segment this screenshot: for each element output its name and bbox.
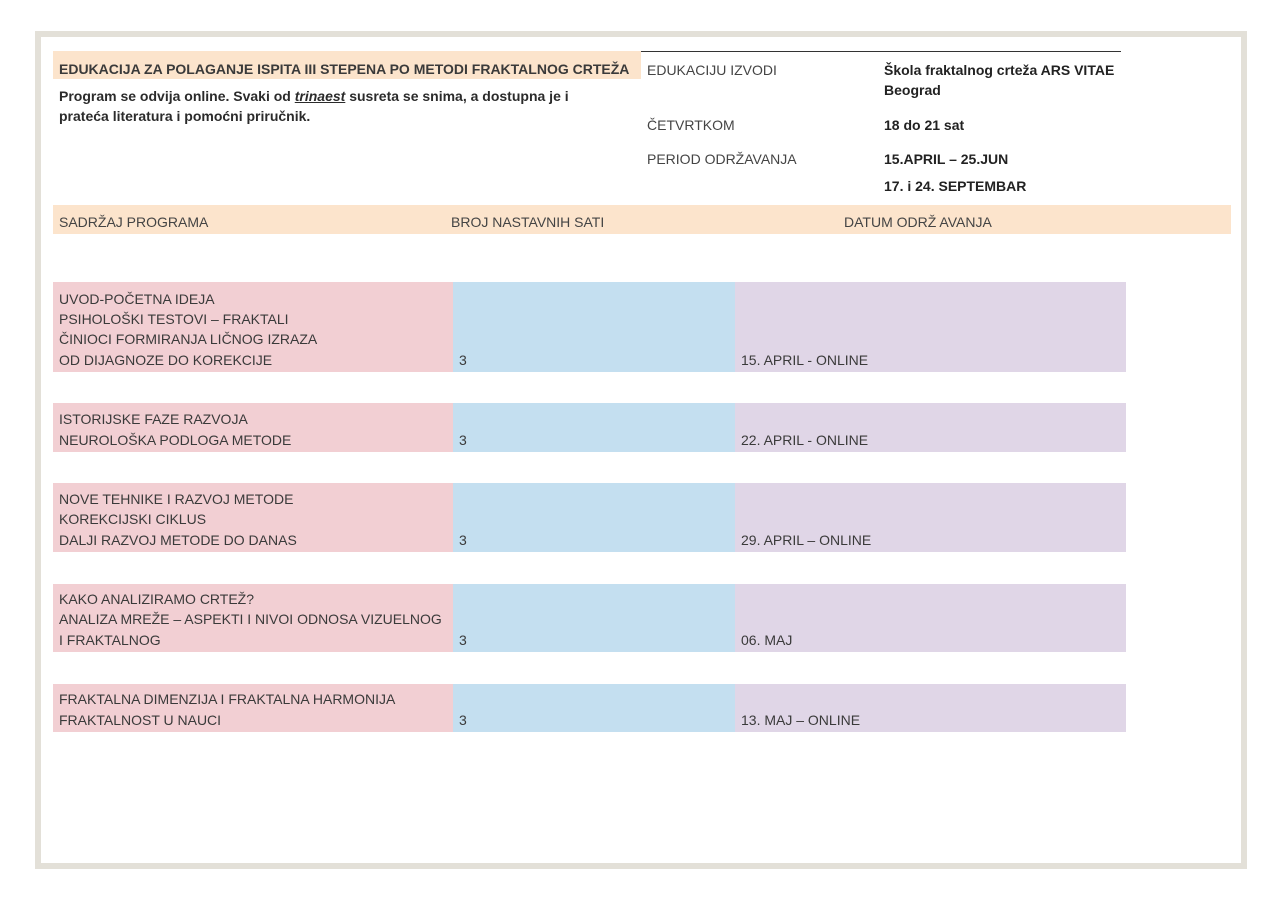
- topic-line: ČINIOCI FORMIRANJA LIČNOG IZRAZA: [59, 331, 318, 348]
- topics-cell: [53, 684, 453, 732]
- day-label: ČETVRTKOM: [647, 117, 735, 133]
- date-cell: [735, 584, 1126, 652]
- hours-cell: [453, 282, 735, 372]
- topics-list: [59, 589, 442, 650]
- topics-list: [59, 489, 297, 550]
- column-header-hours: BROJ NASTAVNIH SATI: [451, 214, 605, 230]
- topic-line: FRAKTALNA DIMENZIJA I FRAKTALNA HARMONIJA: [59, 691, 396, 708]
- topic-line: NOVE TEHNIKE I RAZVOJ METODE: [59, 491, 294, 508]
- page-title: EDUKACIJA ZA POLAGANJE ISPITA III STEPENA PO METODI FRAKTALNOG CRTEŽA: [53, 51, 641, 79]
- table-row: [53, 403, 1126, 452]
- date-cell: [735, 403, 1126, 452]
- date-value: 06. MAJ: [741, 632, 793, 648]
- column-header-bar: [53, 205, 1231, 234]
- date-value: 29. APRIL – ONLINE: [741, 532, 872, 548]
- topic-line: FRAKTALNOST U NAUCI: [59, 711, 222, 728]
- topic-line: UVOD-POČETNA IDEJA: [59, 290, 215, 307]
- date-cell: [735, 483, 1126, 552]
- topic-line: OD DIJAGNOZE DO KOREKCIJE: [59, 351, 273, 368]
- hours-value: 3: [459, 432, 467, 448]
- hours-cell: [453, 584, 735, 652]
- hours-value: 3: [459, 532, 467, 548]
- hours-cell: [453, 403, 735, 452]
- topics-list: [59, 409, 291, 450]
- period-value-2: 17. i 24. SEPTEMBAR: [884, 178, 1027, 194]
- table-row: [53, 282, 1126, 372]
- info-rule-left: [641, 51, 885, 52]
- hours-value: 3: [459, 352, 467, 368]
- info-rule-right: [885, 51, 1121, 52]
- topics-cell: [53, 584, 453, 652]
- intro-text: [59, 86, 619, 126]
- date-value: 22. APRIL - ONLINE: [741, 432, 869, 448]
- topic-line: I FRAKTALNOG: [59, 631, 161, 648]
- hours-value: 3: [459, 712, 467, 728]
- date-value: 13. MAJ – ONLINE: [741, 712, 861, 728]
- table-row: [53, 584, 1126, 652]
- organizer-label: EDUKACIJU IZVODI: [647, 62, 777, 78]
- date-value: 15. APRIL - ONLINE: [741, 352, 869, 368]
- topic-line: ISTORIJSKE FAZE RAZVOJA: [59, 411, 248, 428]
- period-value-1: 15.APRIL – 25.JUN: [884, 151, 1009, 167]
- topic-line: KAKO ANALIZIRAMO CRTEŽ?: [59, 591, 255, 608]
- day-value: 18 do 21 sat: [884, 117, 965, 133]
- hours-cell: [453, 684, 735, 732]
- hours-value: 3: [459, 632, 467, 648]
- date-cell: [735, 282, 1126, 372]
- topic-line: PSIHOLOŠKI TESTOVI – FRAKTALI: [59, 311, 289, 328]
- topics-cell: [53, 282, 453, 372]
- date-cell: [735, 684, 1126, 732]
- intro-emphasis: trinaest: [294, 88, 346, 104]
- topic-line: ANALIZA MREŽE – ASPEKTI I NIVOI ODNOSA VIZUELNOG: [59, 611, 442, 628]
- topic-line: NEUROLOŠKA PODLOGA METODE: [59, 431, 292, 448]
- topics-cell: [53, 483, 453, 552]
- hours-cell: [453, 483, 735, 552]
- topics-cell: [53, 403, 453, 452]
- column-header-date: DATUM ODRŽ AVANJA: [844, 214, 992, 230]
- intro-suffix: susreta se snima, a dostupna je i prateća literatura i pomoćni priručnik.: [59, 88, 569, 124]
- intro-prefix: Program se odvija online. Svaki od: [59, 88, 295, 104]
- period-label: PERIOD ODRŽAVANJA: [647, 151, 797, 167]
- topics-list: [59, 689, 395, 730]
- topics-list: [59, 289, 317, 370]
- organizer-value: Škola fraktalnog crteža ARS VITAE Beograd: [884, 62, 1115, 98]
- table-row: [53, 483, 1126, 552]
- table-row: [53, 684, 1126, 732]
- topic-line: DALJI RAZVOJ METODE DO DANAS: [59, 531, 297, 548]
- topic-line: KOREKCIJSKI CIKLUS: [59, 511, 207, 528]
- column-header-content: SADRŽAJ PROGRAMA: [59, 214, 209, 230]
